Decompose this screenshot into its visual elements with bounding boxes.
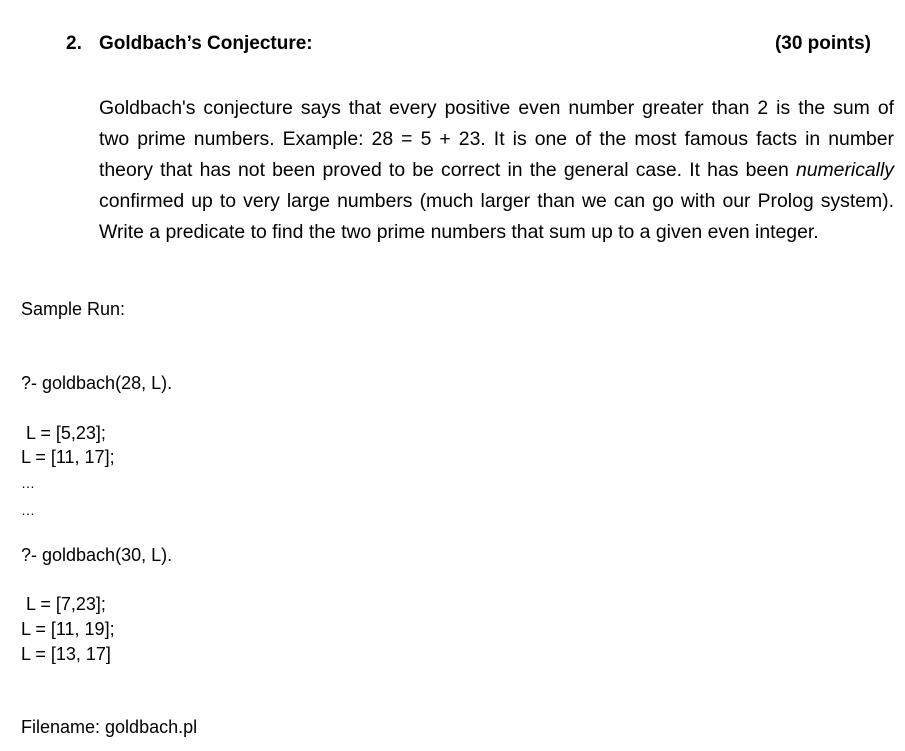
description-line-1: Goldbach's conjecture says that every positive even number greater than 2 is the sum of [99,97,894,119]
result-2-2: L = [11, 19]; [21,619,115,639]
question-points: (30 points) [774,33,871,54]
filename: Filename: goldbach.pl [21,717,198,737]
question-title: Goldbach’s Conjecture: [99,33,313,54]
query-1: ?- goldbach(28, L). [21,373,173,393]
question-number: 2. [66,33,82,54]
ellipsis-2: … [21,502,35,518]
description-line-2: two prime numbers. Example: 28 = 5 + 23. It is one of the most famous facts in number [99,128,894,150]
ellipsis-1: … [21,475,35,491]
emphasis-numerically: numerically [795,159,894,181]
result-2-3: L = [13, 17] [21,644,111,664]
result-2-1: L = [7,23]; [21,594,106,614]
description-line-3 [99,155,894,186]
question-description [99,93,894,248]
result-1-2: L = [11, 17]; [21,447,115,467]
description-line-5: Write a predicate to find the two prime numbers that sum up to a given even integer. [99,221,819,243]
description-line-3-text: theory that has not been proved to be correct in the general case. It has been [99,159,796,181]
description-line-4: confirmed up to very large numbers (much larger than we can go with our Prolog system). [99,190,894,212]
result-1-1: L = [5,23]; [21,423,106,443]
sample-run-label: Sample Run: [21,299,126,319]
query-2: ?- goldbach(30, L). [21,545,173,565]
